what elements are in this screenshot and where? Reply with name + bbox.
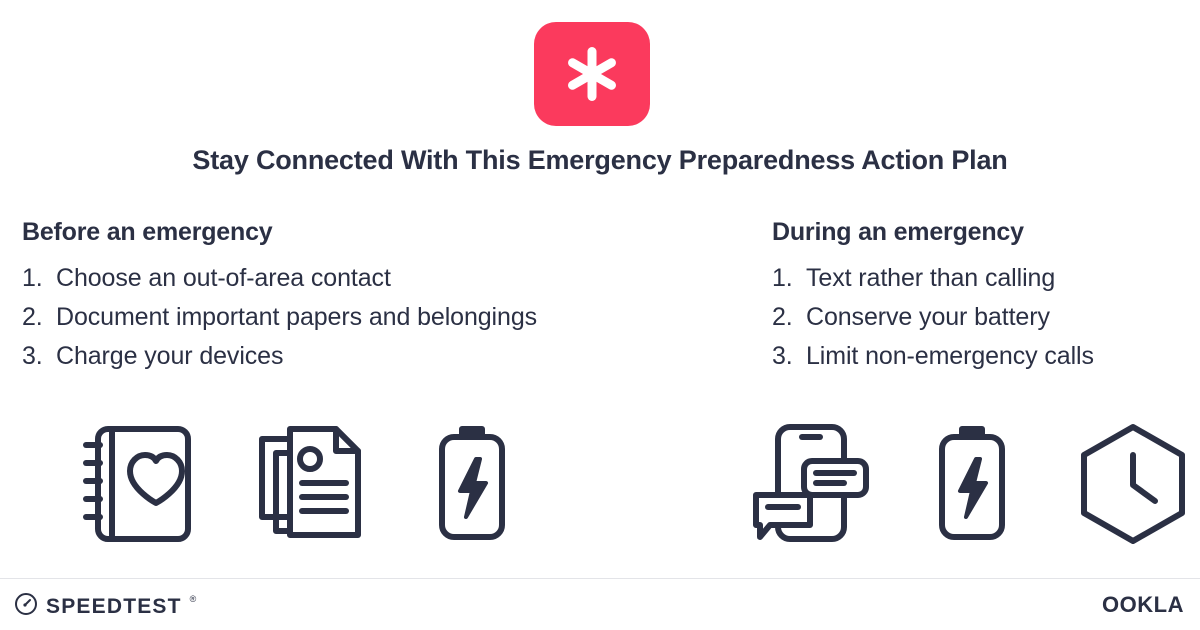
column-during-emergency	[772, 218, 1192, 376]
ookla-logo	[1102, 592, 1184, 618]
list-item-number: 1.	[772, 264, 793, 292]
list-item	[772, 259, 1192, 298]
icon-row-before-emergency	[78, 418, 518, 550]
column-heading-during: During an emergency	[772, 218, 1024, 246]
list-item	[22, 337, 742, 376]
list-item-label: Text rather than calling	[806, 264, 1056, 292]
asterisk-icon	[563, 45, 621, 103]
notebook-heart-icon	[78, 418, 198, 550]
phone-text-message-icon	[748, 418, 874, 550]
documents-stack-icon	[252, 418, 372, 550]
list-item	[22, 298, 742, 337]
list-item-number: 3.	[772, 342, 793, 370]
list-before-emergency	[22, 259, 742, 376]
speedtest-trademark: ®	[189, 594, 197, 604]
battery-charging-icon	[426, 418, 518, 550]
list-item-label: Charge your devices	[56, 342, 284, 370]
speedtest-wordmark: SPEEDTEST	[46, 594, 182, 618]
list-item-number: 2.	[22, 303, 43, 331]
list-item	[22, 259, 742, 298]
list-item-label: Conserve your battery	[806, 303, 1050, 331]
list-item	[772, 337, 1192, 376]
list-item-number: 3.	[22, 342, 43, 370]
ookla-wordmark: OOKLA	[1102, 592, 1184, 617]
hexagon-clock-icon	[1070, 418, 1196, 550]
list-item-number: 1.	[22, 264, 43, 292]
page-title: Stay Connected With This Emergency Preparedness Action Plan	[192, 145, 1008, 175]
footer-divider	[0, 578, 1200, 579]
list-item-label: Document important papers and belongings	[56, 303, 538, 331]
list-item-label: Choose an out-of-area contact	[56, 264, 391, 292]
speedtest-gauge-icon	[14, 592, 38, 621]
battery-charging-icon	[926, 418, 1018, 550]
speedtest-logo	[14, 592, 196, 621]
list-item-label: Limit non-emergency calls	[806, 342, 1094, 370]
column-before-emergency	[22, 218, 742, 376]
speedtest-badge	[534, 22, 650, 126]
list-during-emergency	[772, 259, 1192, 376]
icon-row-during-emergency	[748, 418, 1178, 550]
column-heading-before: Before an emergency	[22, 218, 273, 246]
list-item-number: 2.	[772, 303, 793, 331]
list-item	[772, 298, 1192, 337]
